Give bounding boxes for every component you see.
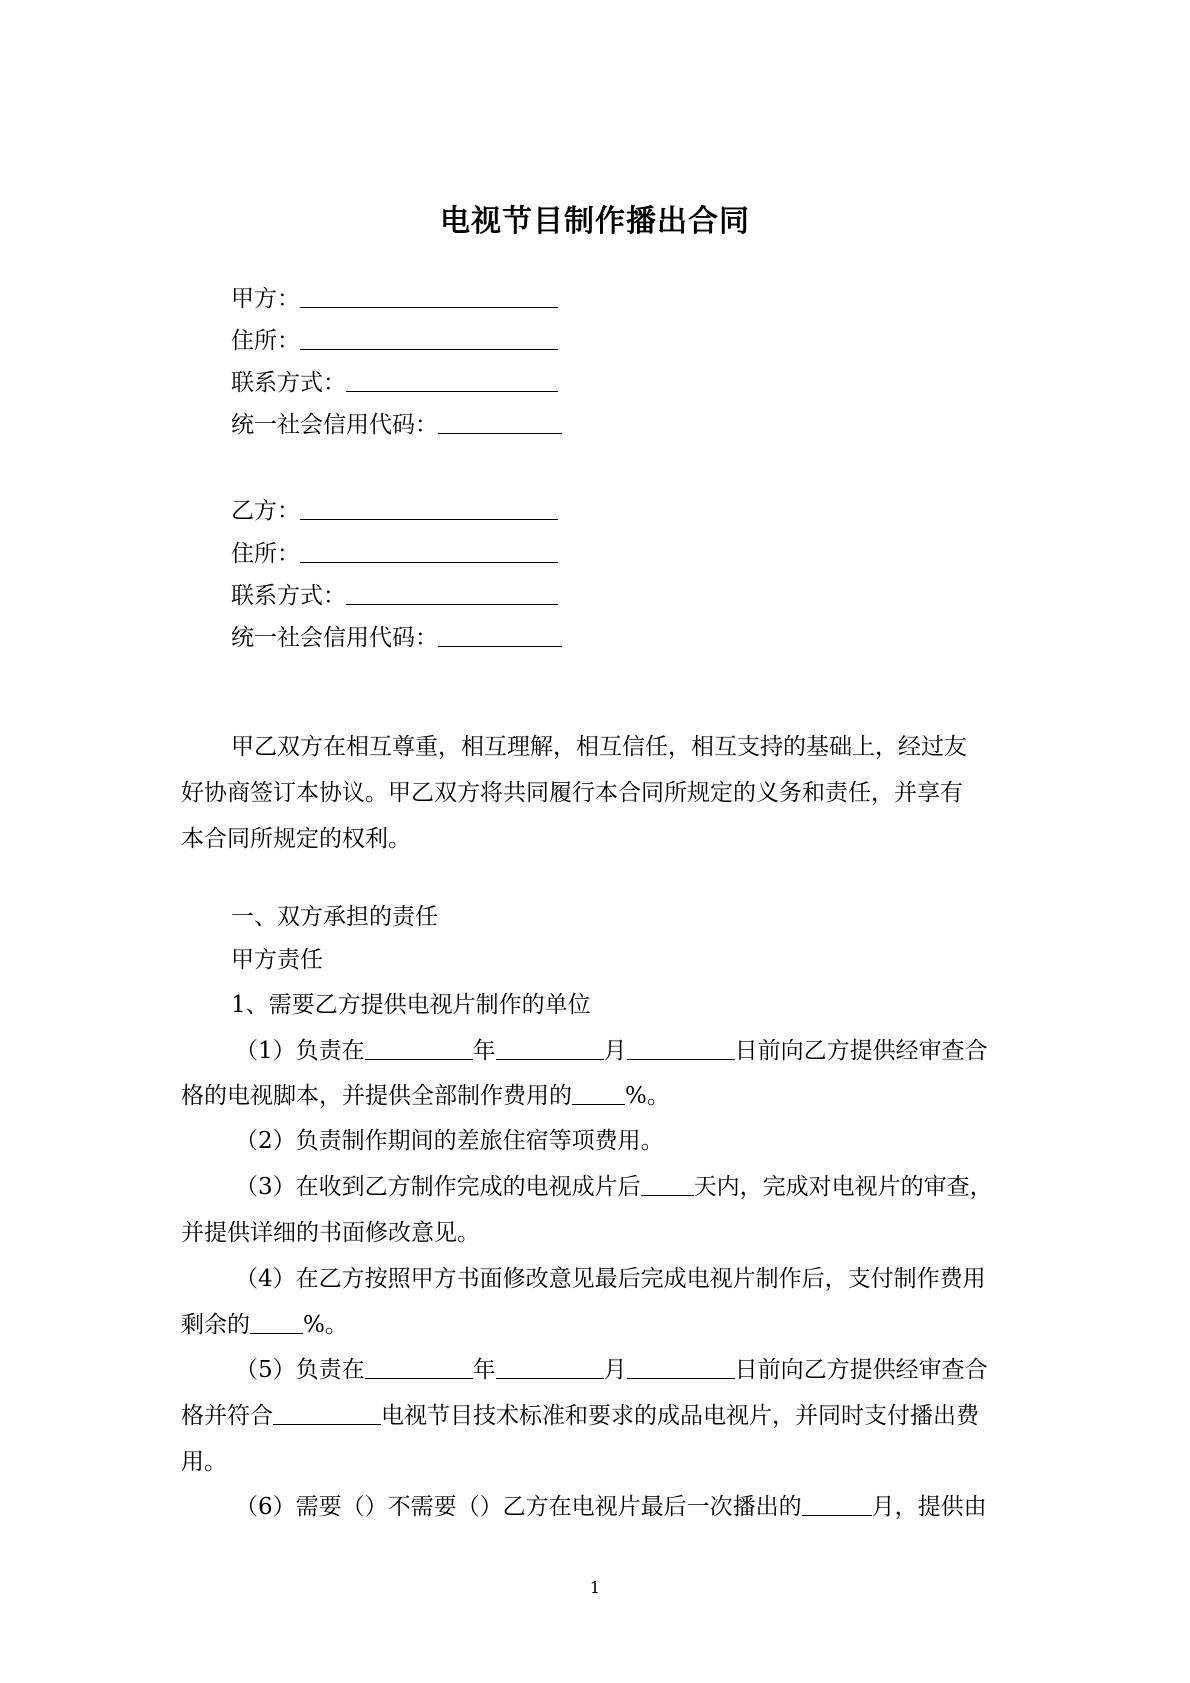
party-a-credit-code-label: 统一社会信用代码： bbox=[231, 412, 438, 438]
party-b-name-blank bbox=[300, 497, 558, 520]
clause-5-suffix: 日前向乙方提供经审查合 bbox=[734, 1357, 988, 1383]
clause-1-month-blank bbox=[496, 1037, 604, 1060]
clause-3-prefix: （3）在收到乙方制作完成的电视成片后 bbox=[235, 1174, 641, 1200]
clause-4-line-2-suffix: %。 bbox=[303, 1312, 348, 1338]
clause-3-suffix: 天内，完成对电视片的审查， bbox=[693, 1174, 993, 1200]
clause-1-line-2-prefix: 格的电视脚本，并提供全部制作费用的 bbox=[181, 1083, 572, 1109]
party-b-credit-code-row bbox=[231, 623, 562, 653]
clause-5-line-3: 用。 bbox=[181, 1449, 227, 1475]
party-b-contact-row bbox=[231, 581, 558, 611]
clause-1-prefix: （1）负责在 bbox=[235, 1038, 365, 1064]
party-b-contact-blank bbox=[346, 582, 558, 605]
intro-line-1: 甲乙双方在相互尊重，相互理解，相互信任，相互支持的基础上，经过友 bbox=[231, 734, 967, 760]
clause-5-line-1 bbox=[235, 1355, 988, 1385]
party-a-contact-blank bbox=[346, 369, 558, 392]
clause-5-day-blank bbox=[627, 1356, 735, 1379]
clause-1-month-label: 月 bbox=[603, 1038, 627, 1064]
clause-5-line-2-prefix: 格并符合 bbox=[181, 1403, 273, 1429]
party-b-address-row bbox=[231, 539, 558, 569]
party-b-address-blank bbox=[300, 540, 558, 563]
party-a-address-row bbox=[231, 326, 558, 356]
clause-1-day-blank bbox=[627, 1037, 735, 1060]
party-a-name-row bbox=[231, 284, 558, 314]
item-1: 1、需要乙方提供电视片制作的单位 bbox=[231, 992, 591, 1018]
clause-5-month-blank bbox=[496, 1356, 604, 1379]
party-b-name-row bbox=[231, 496, 558, 526]
clause-6-prefix: （6）需要（）不需要（）乙方在电视片最后一次播出的 bbox=[235, 1494, 802, 1520]
intro-line-3: 本合同所规定的权利。 bbox=[181, 826, 411, 852]
clause-3-line-2: 并提供详细的书面修改意见。 bbox=[181, 1220, 480, 1246]
clause-1-year-blank bbox=[365, 1037, 473, 1060]
party-b-contact-label: 联系方式： bbox=[231, 583, 346, 609]
clause-6-suffix: 月，提供由 bbox=[871, 1494, 987, 1520]
clause-4-line-2 bbox=[181, 1310, 348, 1340]
clause-6-months-blank bbox=[802, 1493, 872, 1516]
clause-1-percent-blank bbox=[572, 1082, 625, 1105]
clause-5-year-label: 年 bbox=[472, 1357, 496, 1383]
section-1-heading: 一、双方承担的责任 bbox=[231, 904, 438, 930]
party-a-credit-code-row bbox=[231, 410, 562, 440]
party-b-credit-code-label: 统一社会信用代码： bbox=[231, 625, 438, 651]
party-a-contact-row bbox=[231, 368, 558, 398]
intro-line-2: 好协商签订本协议。甲乙双方将共同履行本合同所规定的义务和责任，并享有 bbox=[181, 780, 963, 806]
clause-6-line-1 bbox=[235, 1492, 987, 1522]
clause-5-line-2 bbox=[181, 1401, 979, 1431]
party-a-credit-code-blank bbox=[438, 411, 562, 434]
clause-1-year-label: 年 bbox=[472, 1038, 496, 1064]
clause-5-prefix: （5）负责在 bbox=[235, 1357, 365, 1383]
clause-2: （2）负责制作期间的差旅住宿等项费用。 bbox=[235, 1128, 664, 1154]
clause-1-suffix: 日前向乙方提供经审查合 bbox=[734, 1038, 988, 1064]
clause-5-standard-blank bbox=[273, 1402, 381, 1425]
clause-5-line-2-suffix: 电视节目技术标准和要求的成品电视片，并同时支付播出费 bbox=[381, 1403, 979, 1429]
clause-3-days-blank bbox=[641, 1173, 694, 1196]
party-a-address-blank bbox=[300, 327, 558, 350]
party-b-address-label: 住所： bbox=[231, 541, 300, 567]
party-a-responsibility-heading: 甲方责任 bbox=[231, 947, 323, 973]
page-number: 1 bbox=[589, 1578, 601, 1597]
page-title: 电视节目制作播出合同 bbox=[440, 204, 750, 239]
clause-4-line-1: （4）在乙方按照甲方书面修改意见最后完成电视片制作后，支付制作费用 bbox=[235, 1266, 986, 1292]
party-a-address-label: 住所： bbox=[231, 328, 300, 354]
clause-4-line-2-prefix: 剩余的 bbox=[181, 1312, 250, 1338]
clause-5-year-blank bbox=[365, 1356, 473, 1379]
clause-1-line-2-suffix: %。 bbox=[625, 1083, 670, 1109]
clause-4-percent-blank bbox=[250, 1311, 303, 1334]
clause-3-line-1 bbox=[235, 1172, 993, 1202]
party-b-name-label: 乙方： bbox=[231, 498, 300, 524]
party-a-name-label: 甲方： bbox=[231, 286, 300, 312]
party-b-credit-code-blank bbox=[438, 624, 562, 647]
party-a-contact-label: 联系方式： bbox=[231, 370, 346, 396]
clause-1-line-2 bbox=[181, 1081, 670, 1111]
clause-5-month-label: 月 bbox=[603, 1357, 627, 1383]
party-a-name-blank bbox=[300, 285, 558, 308]
clause-1-line-1 bbox=[235, 1036, 988, 1066]
